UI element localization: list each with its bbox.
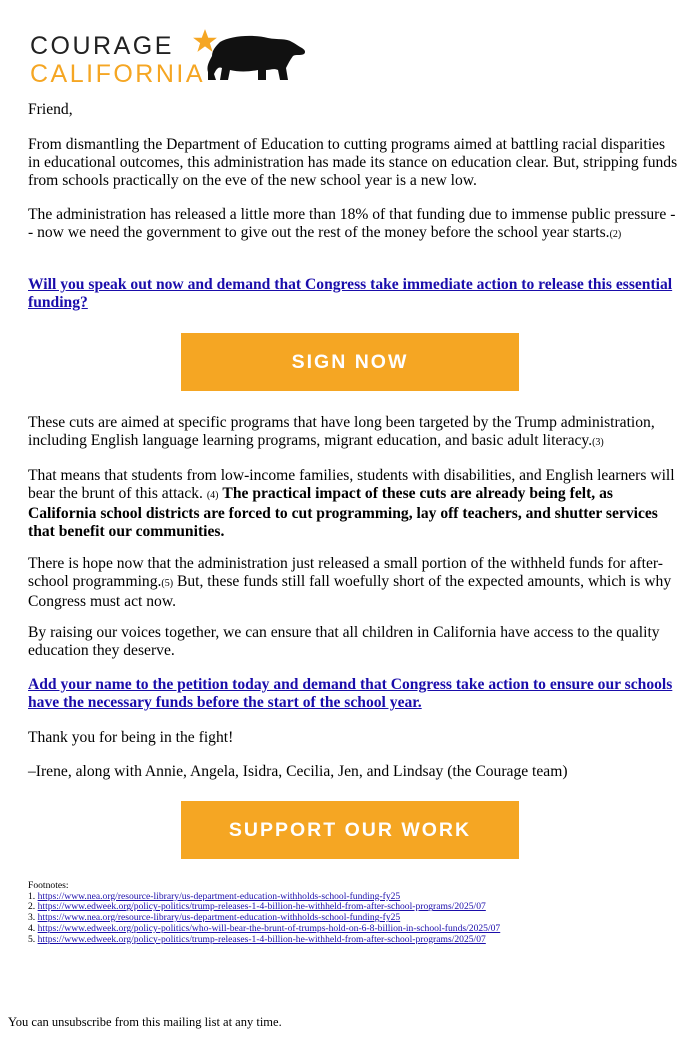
cta-petition-link[interactable]: Add your name to the petition today and demand that Congress take action to ensure our schools have the necessary funds before the start of the school year. bbox=[28, 676, 673, 711]
footnote-item: 4. https://www.edweek.org/policy-politics/who-will-bear-the-brunt-of-trumps-hold-on-6-8-billion-in-school-funds/2025/07 bbox=[28, 922, 501, 934]
paragraph-cuts bbox=[28, 414, 678, 452]
footnotes bbox=[28, 881, 500, 945]
cta-speak-out[interactable] bbox=[28, 276, 678, 312]
paragraph-cuts-text: These cuts are aimed at specific programs that have long been targeted by the Trump administration, including English language learning programs, migrant education, and basic adult literacy. bbox=[28, 414, 655, 449]
paragraph-funding-text: The administration has released a little more than 18% of that funding due to immense public pressure -- now we need the government to give out the rest of the money before the school year starts. bbox=[28, 206, 676, 241]
footnote-ref-3[interactable]: (3) bbox=[592, 437, 604, 448]
paragraph-hope-text-2: But, these funds still fall woefully short of the expected amounts, which is why Congress must act now. bbox=[28, 573, 672, 610]
bear-icon bbox=[190, 32, 308, 84]
footnote-link-3[interactable]: https://www.nea.org/resource-library/us-department-education-withholds-school-funding-fy25 bbox=[37, 912, 401, 924]
paragraph-hope bbox=[28, 555, 678, 611]
greeting: Friend, bbox=[28, 101, 73, 118]
paragraph-hope-text: There is hope now that the administration just released a small portion of the withheld funds for after-school programming. bbox=[28, 555, 663, 590]
signoff-line: –Irene, along with Annie, Angela, Isidra, Cecilia, Jen, and Lindsay (the Courage team) bbox=[28, 763, 568, 780]
paragraph-funding bbox=[28, 206, 678, 244]
paragraph-impact bbox=[28, 467, 678, 541]
footnote-item: 1. https://www.nea.org/resource-library/us-department-education-withholds-school-funding-fy25 bbox=[28, 890, 401, 902]
cta-petition[interactable] bbox=[28, 676, 678, 712]
paragraph-voices: By raising our voices together, we can ensure that all children in California have access to the quality education they deserve. bbox=[28, 624, 660, 659]
cta-speak-out-link[interactable]: Will you speak out now and demand that Congress take immediate action to release this essential funding? bbox=[28, 276, 673, 311]
paragraph-impact-text: That means that students from low-income families, students with disabilities, and English learners will bear the brunt of this attack. bbox=[28, 467, 675, 502]
sign-now-button[interactable]: SIGN NOW bbox=[181, 333, 519, 391]
thanks-line: Thank you for being in the fight! bbox=[28, 729, 234, 746]
footnote-ref-5[interactable]: (5) bbox=[161, 578, 174, 589]
paragraph-intro: From dismantling the Department of Education to cutting programs aimed at battling racial disparities in educational outcomes, this administration has made its stance on education clear. But, stripping funds from schools practically on the eve of the new school year is a new low. bbox=[28, 136, 678, 189]
footnote-link-5[interactable]: https://www.edweek.org/policy-politics/trump-releases-1-4-billion-he-withheld-from-after-school-programs/2025/07 bbox=[37, 933, 486, 945]
footnote-link-2[interactable]: https://www.edweek.org/policy-politics/trump-releases-1-4-billion-he-withheld-from-after-school-programs/2025/07 bbox=[37, 901, 486, 913]
courage-california-logo bbox=[30, 28, 280, 88]
unsubscribe-note: You can unsubscribe from this mailing list at any time. bbox=[8, 1015, 282, 1029]
logo-line-california: CALIFORNIA bbox=[30, 60, 206, 88]
footnote-item: 5. https://www.edweek.org/policy-politics/trump-releases-1-4-billion-he-withheld-from-after-school-programs/2025/07 bbox=[28, 933, 486, 945]
footnotes-title: Footnotes: bbox=[28, 880, 69, 891]
paragraph-impact-bold: The practical impact of these cuts are already being felt, as California school districts are forced to cut programming, lay off teachers, and shutter services that benefit our communities. bbox=[28, 485, 658, 540]
support-our-work-button[interactable]: SUPPORT OUR WORK bbox=[181, 801, 519, 859]
logo-line-courage: COURAGE bbox=[30, 32, 174, 60]
footnote-item: 3. https://www.nea.org/resource-library/us-department-education-withholds-school-funding-fy25 bbox=[28, 912, 401, 924]
footnote-ref-4[interactable]: (4) bbox=[206, 490, 219, 501]
footnote-item: 2. https://www.edweek.org/policy-politics/trump-releases-1-4-billion-he-withheld-from-after-school-programs/2025/07 bbox=[28, 901, 486, 913]
footnote-ref-2[interactable]: (2) bbox=[609, 229, 622, 240]
footnote-link-4[interactable]: https://www.edweek.org/policy-politics/who-will-bear-the-brunt-of-trumps-hold-on-6-8-billion-in-school-funds/2025/07 bbox=[37, 922, 501, 934]
footnote-link-1[interactable]: https://www.nea.org/resource-library/us-department-education-withholds-school-funding-fy25 bbox=[37, 890, 401, 902]
